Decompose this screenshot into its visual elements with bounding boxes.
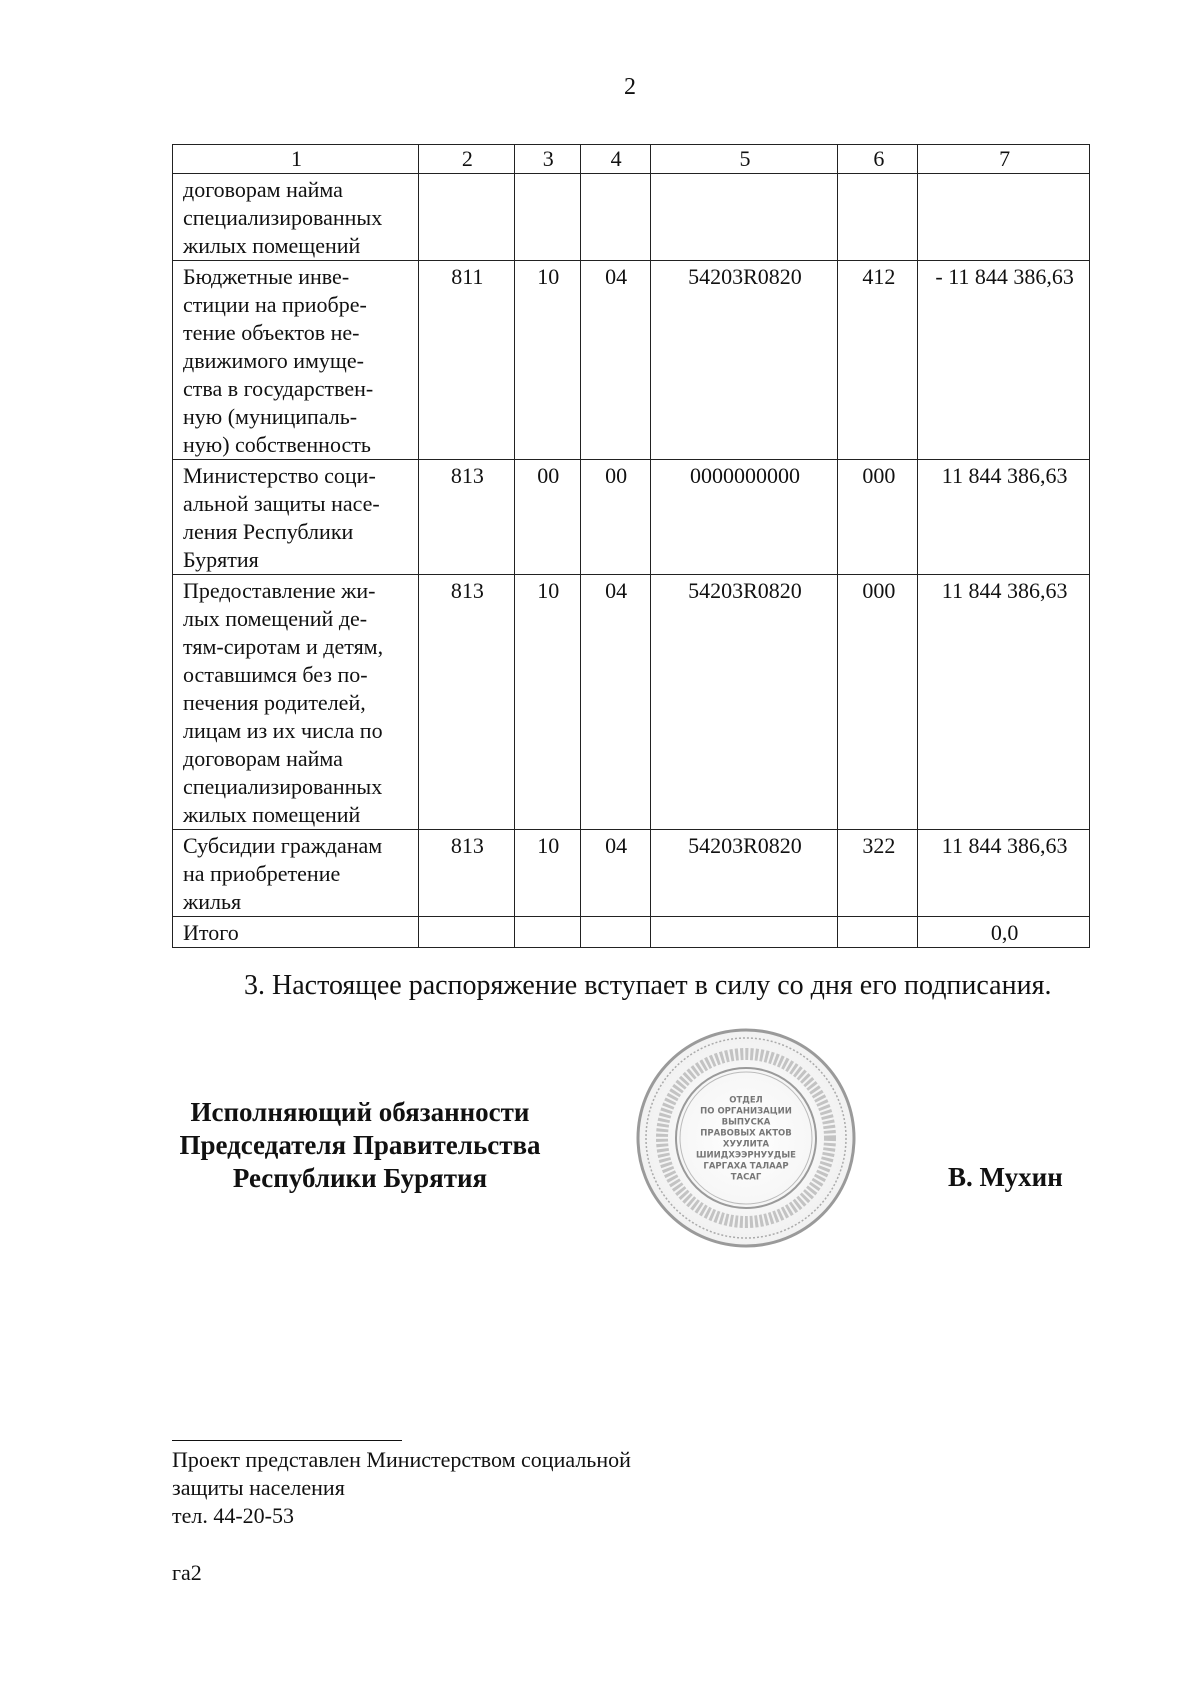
table-row <box>173 830 1090 917</box>
signer-name: В. Мухин <box>948 1162 1063 1192</box>
cell: 813 <box>418 460 514 575</box>
seal-text-line: ХУУЛИТА <box>722 1139 770 1150</box>
cell: 813 <box>418 830 514 917</box>
seal-text-line: ПО ОРГАНИЗАЦИИ <box>700 1106 792 1117</box>
cell: 0000000000 <box>650 460 838 575</box>
cell: 04 <box>580 261 650 460</box>
table-row <box>173 261 1090 460</box>
amount-cell <box>918 174 1090 261</box>
cell: 04 <box>580 575 650 830</box>
item-name-cell: договорам найма специализированных жилых помещений <box>173 174 419 261</box>
item-name-cell: Субсидии гражданам на приобретение жилья <box>173 830 419 917</box>
cell: 54203R0820 <box>650 830 838 917</box>
total-row <box>173 917 1090 948</box>
budget-table <box>172 144 1090 948</box>
column-header: 2 <box>418 145 514 174</box>
item-name-cell: Предоставление жи- лых помещений де- тям-сиротам и детям, оставшимся без по- печения родителей, лицам из их числа по договорам найма специализированных жилых помещений <box>173 575 419 830</box>
cell <box>580 917 650 948</box>
official-seal <box>634 1026 858 1250</box>
document-code: га2 <box>172 1560 202 1585</box>
amount-cell: 11 844 386,63 <box>918 575 1090 830</box>
cell <box>838 917 918 948</box>
cell: 54203R0820 <box>650 261 838 460</box>
seal-text-line: ШИИДХЭЭРНУУДЫЕ <box>696 1150 796 1161</box>
seal-text-line: ВЫПУСКА <box>721 1117 771 1128</box>
column-header: 5 <box>650 145 838 174</box>
column-header: 7 <box>918 145 1090 174</box>
column-header: 1 <box>173 145 419 174</box>
footnote-divider <box>172 1440 402 1441</box>
signer-position: Исполняющий обязанности Председателя Правительства Республики Бурятия <box>179 1097 541 1193</box>
cell <box>580 174 650 261</box>
cell: 322 <box>838 830 918 917</box>
table-row <box>173 460 1090 575</box>
cell <box>650 917 838 948</box>
cell: 04 <box>580 830 650 917</box>
total-amount: 0,0 <box>918 917 1090 948</box>
cell: 10 <box>514 830 580 917</box>
clause-text: 3. Настоящее распоряжение вступает в силу со дня его подписания. <box>244 970 1052 1001</box>
cell: 00 <box>580 460 650 575</box>
seal-text-line: ПРАВОВЫХ АКТОВ <box>700 1128 792 1139</box>
cell: 10 <box>514 575 580 830</box>
footnote: Проект представлен Министерством социальной защиты населения тел. 44-20-53 <box>172 1447 631 1528</box>
amount-cell: 11 844 386,63 <box>918 830 1090 917</box>
cell <box>650 174 838 261</box>
cell: 000 <box>838 575 918 830</box>
cell: 813 <box>418 575 514 830</box>
cell <box>838 174 918 261</box>
cell: 000 <box>838 460 918 575</box>
amount-cell: - 11 844 386,63 <box>918 261 1090 460</box>
amount-cell: 11 844 386,63 <box>918 460 1090 575</box>
cell: 10 <box>514 261 580 460</box>
cell: 00 <box>514 460 580 575</box>
item-name-cell: Бюджетные инве- стиции на приобре- тение объектов не- движимого имуще- ства в государствен- ную (муниципаль- ную) собственность <box>173 261 419 460</box>
cell: 811 <box>418 261 514 460</box>
seal-text-line: ОТДЕЛ <box>729 1095 763 1106</box>
column-header: 3 <box>514 145 580 174</box>
seal-text-line: ГАРГАХА ТАЛААР <box>703 1161 789 1172</box>
seal-text-line: ТАСАГ <box>730 1172 762 1183</box>
cell <box>514 174 580 261</box>
column-header: 4 <box>580 145 650 174</box>
item-name-cell: Министерство соци- альной защиты насе- ления Республики Бурятия <box>173 460 419 575</box>
cell <box>418 917 514 948</box>
page-number: 2 <box>624 74 636 100</box>
table-header-row <box>173 145 1090 174</box>
column-header: 6 <box>838 145 918 174</box>
table-row <box>173 575 1090 830</box>
table-row <box>173 174 1090 261</box>
cell: 54203R0820 <box>650 575 838 830</box>
cell <box>514 917 580 948</box>
cell <box>418 174 514 261</box>
cell: 412 <box>838 261 918 460</box>
total-label: Итого <box>173 917 419 948</box>
